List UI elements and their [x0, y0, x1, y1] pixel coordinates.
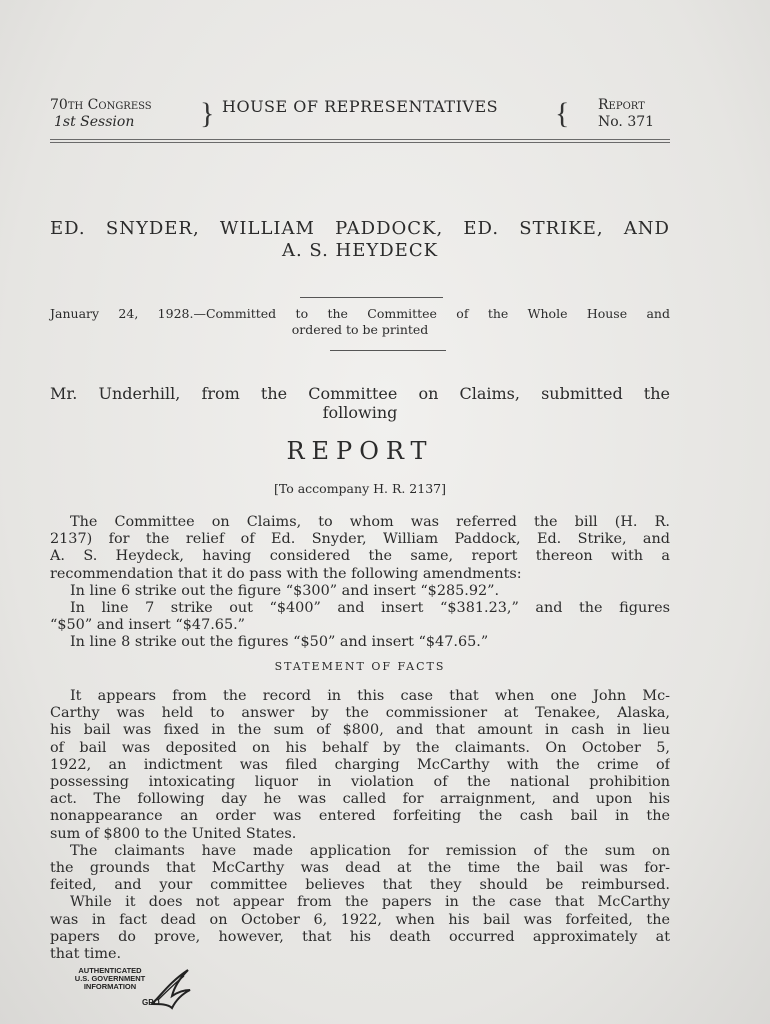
report-heading: REPORT — [286, 437, 434, 465]
submitter-statement — [50, 384, 670, 422]
text-line: Carthy was held to answer by the commissioner at Tenakee, Alaska, — [50, 705, 670, 722]
submitter-line-2: following — [322, 403, 398, 422]
section-heading: STATEMENT OF FACTS — [274, 660, 446, 673]
chamber-name: HOUSE OF REPRESENTATIVES — [222, 97, 499, 116]
title-divider — [300, 297, 443, 298]
seal-text — [70, 967, 150, 991]
text-line: act. The following day he was called for arraignment, and upon his — [50, 791, 670, 808]
text-line: feited, and your committee believes that they should be reimbursed. — [50, 877, 670, 894]
text-line: of bail was deposited on his behalf by the claimants. On October 5, — [50, 739, 670, 756]
seal-line-3: INFORMATION — [83, 982, 137, 991]
report-label: Report — [598, 97, 645, 113]
gpo-authentication-seal — [70, 964, 200, 1014]
congress-label: 70th Congress — [50, 97, 152, 113]
right-brace: { — [555, 97, 570, 130]
left-brace: } — [200, 97, 215, 130]
text-line: was in fact dead on October 6, 1922, when his bail was forfeited, the — [50, 911, 670, 928]
header-rule-bottom — [50, 142, 670, 143]
dateline-line-2: ordered to be printed — [291, 322, 429, 337]
text-line: recommendation that it do pass with the following amendments: — [50, 565, 522, 582]
report-number: No. 371 — [598, 114, 655, 130]
text-line: The Committee on Claims, to whom was referred the bill (H. R. — [70, 514, 670, 530]
submitter-line-1: Mr. Underhill, from the Committee on Claims, submitted the — [50, 384, 670, 403]
text-line: In line 8 strike out the figures “$50” and insert “$47.65.” — [70, 634, 489, 651]
dateline-line-1: January 24, 1928.—Committed to the Committee of the Whole House and — [50, 306, 670, 321]
text-line: the grounds that McCarthy was dead at the time the bail was for- — [50, 860, 670, 877]
title-line-2: A. S. HEYDECK — [281, 240, 439, 261]
text-line: 1922, an indictment was filed charging McCarthy with the crime of — [50, 756, 670, 773]
header-rule-top — [50, 139, 670, 140]
dateline-divider — [330, 350, 446, 351]
text-line: his bail was fixed in the sum of $800, and that amount in cash in lieu — [50, 722, 670, 739]
session-label: 1st Session — [54, 114, 135, 130]
intro-paragraphs — [50, 514, 670, 652]
text-line: 2137) for the relief of Ed. Snyder, William Paddock, Ed. Strike, and — [50, 531, 670, 548]
text-line: In line 6 strike out the figure “$300” and insert “$285.92”. — [70, 582, 500, 599]
text-line: In line 7 strike out “$400” and insert “$381.23,” and the figures — [70, 600, 670, 617]
facts-paragraphs — [50, 688, 670, 963]
accompany-note: [To accompany H. R. 2137] — [273, 481, 446, 496]
text-line: that time. — [50, 946, 122, 963]
text-line: “$50” and insert “$47.65.” — [50, 617, 246, 634]
seal-line-1: AUTHENTICATED — [78, 966, 142, 975]
eagle-icon — [148, 964, 196, 1014]
gpo-mark: GPO — [142, 998, 160, 1007]
text-line: nonappearance an order was entered forfeiting the cash bail in the — [50, 808, 670, 825]
text-line: possessing intoxicating liquor in violation of the national prohibition — [50, 774, 670, 791]
text-line: While it does not appear from the papers in the case that McCarthy — [70, 894, 670, 911]
seal-line-2: U.S. GOVERNMENT — [74, 974, 146, 983]
text-line: It appears from the record in this case that when one John Mc- — [70, 688, 670, 704]
text-line: The claimants have made application for remission of the sum on — [70, 842, 670, 859]
text-line: papers do prove, however, that his death occurred approximately at — [50, 928, 670, 945]
report-title — [50, 218, 670, 262]
congress-session-block — [50, 97, 152, 131]
report-number-block — [598, 97, 670, 131]
text-line: sum of $800 to the United States. — [50, 825, 297, 842]
dateline — [50, 306, 670, 338]
text-line: A. S. Heydeck, having considered the same, report thereon with a — [50, 548, 670, 565]
title-line-1: ED. SNYDER, WILLIAM PADDOCK, ED. STRIKE, AND — [50, 218, 670, 239]
report-header — [50, 97, 670, 137]
